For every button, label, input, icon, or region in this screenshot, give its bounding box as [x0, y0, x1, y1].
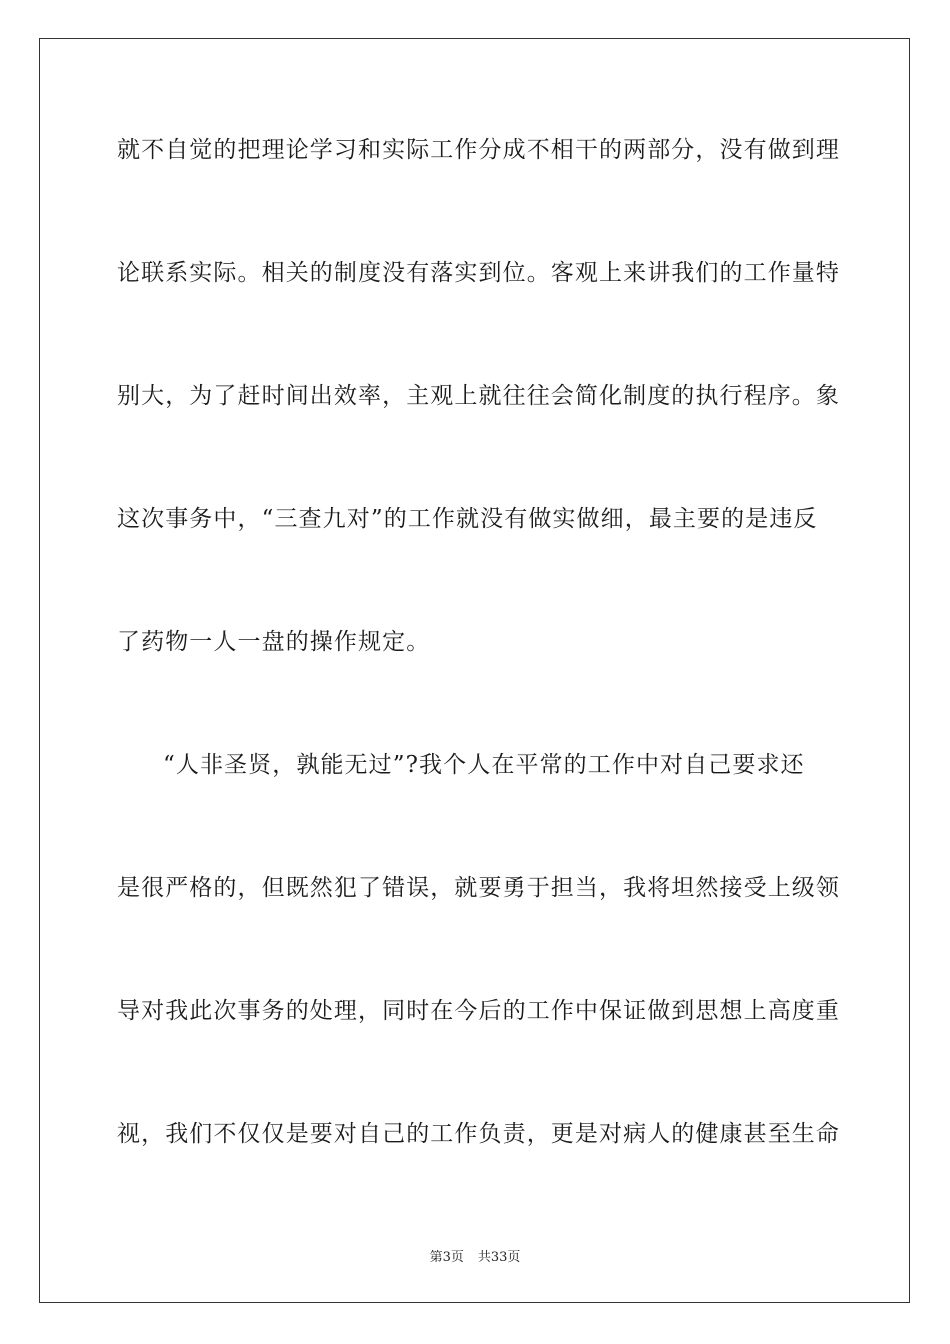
body-text-line: 导对我此次事务的处理，同时在今后的工作中保证做到思想上高度重 — [117, 998, 840, 1024]
body-text-line: “人非圣贤，孰能无过”?我个人在平常的工作中对自己要求还 — [163, 752, 805, 778]
total-pages: 共33页 — [477, 1250, 521, 1265]
page-border — [39, 38, 910, 1303]
body-text-line: 了药物一人一盘的操作规定。 — [117, 629, 431, 655]
body-text-line: 是很严格的，但既然犯了错误，就要勇于担当，我将坦然接受上级领 — [117, 875, 840, 901]
body-text-line: 这次事务中，“三查九对”的工作就没有做实做细，最主要的是违反 — [117, 506, 818, 532]
body-text-line: 视，我们不仅仅是要对自己的工作负责，更是对病人的健康甚至生命 — [117, 1121, 840, 1147]
body-text-line: 就不自觉的把理论学习和实际工作分成不相干的两部分，没有做到理 — [117, 137, 840, 163]
body-text-line: 别大，为了赶时间出效率，主观上就往往会简化制度的执行程序。象 — [117, 383, 840, 409]
page-number: 第3页 — [429, 1250, 464, 1265]
page-footer — [0, 1246, 950, 1265]
body-text-line: 论联系实际。相关的制度没有落实到位。客观上来讲我们的工作量特 — [117, 260, 840, 286]
